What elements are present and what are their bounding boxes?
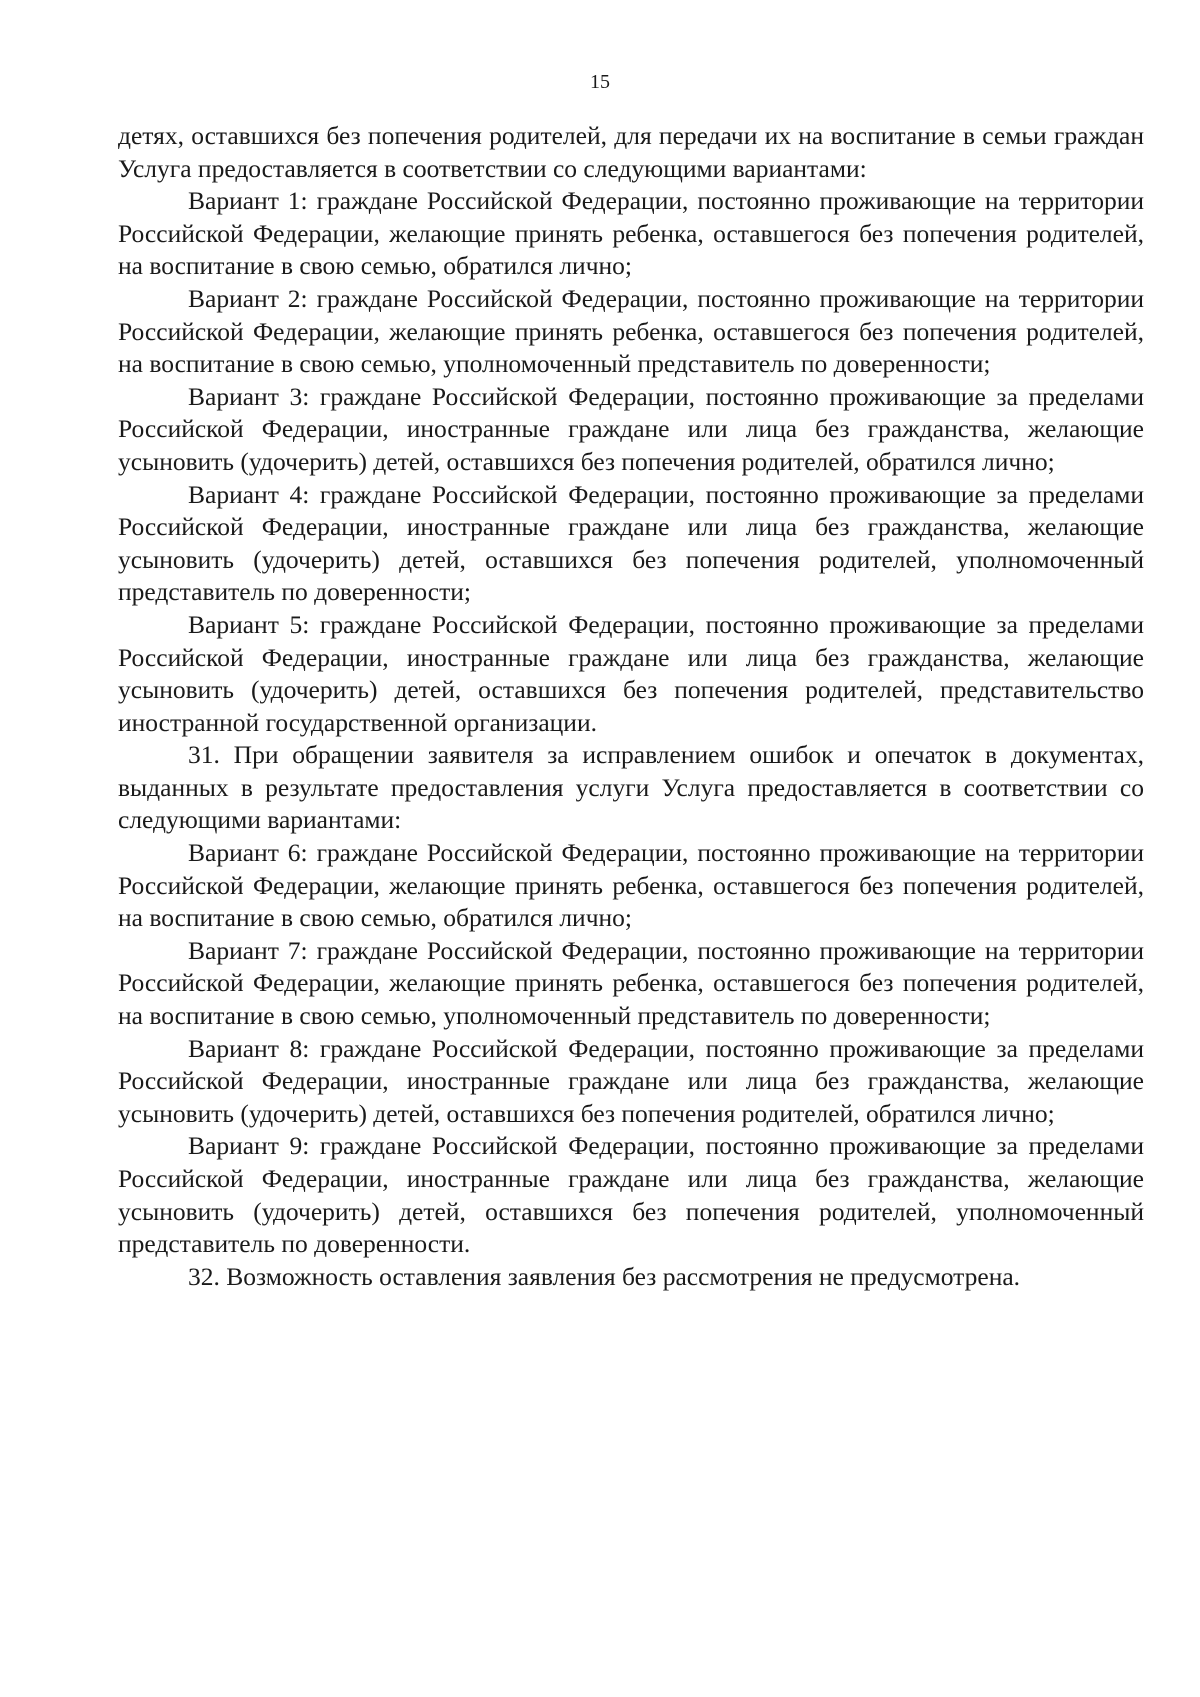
paragraph-variant-4: Вариант 4: граждане Российской Федерации, постоянно проживающие за пределами Российской Федерации, иностранные граждане или лица без гражданства, желающие усыновить (удочерить) детей, оставшихся без попечения родителей, уполномоченный представитель по доверенности; [118,479,1144,607]
paragraph-continuation: детях, оставшихся без попечения родителей, для передачи их на воспитание в семьи граждан Услуга предоставляется в соответствии со следующими вариантами: [118,121,1144,183]
paragraph-item-31: 31. При обращении заявителя за исправлением ошибок и опечаток в документах, выданных в результате предоставления услуги Услуга предоставляется в соответствии со следующими вариантами: [118,740,1144,835]
paragraph-variant-9: Вариант 9: граждане Российской Федерации, постоянно проживающие за пределами Российской Федерации, иностранные граждане или лица без гражданства, желающие усыновить (удочерить) детей, оставшихся без попечения родителей, уполномоченный представитель по доверенности. [118,1131,1144,1259]
paragraph-variant-8: Вариант 8: граждане Российской Федерации, постоянно проживающие за пределами Российской Федерации, иностранные граждане или лица без гражданства, желающие усыновить (удочерить) детей, оставшихся без попечения родителей, обратился лично; [118,1033,1144,1128]
paragraph-variant-2: Вариант 2: граждане Российской Федерации, постоянно проживающие на территории Российской Федерации, желающие принять ребенка, оставшегося без попечения родителей, на воспитание в свою семью, уполномоченный представитель по доверенности; [118,283,1144,379]
document-body [118,120,1144,1293]
paragraph-variant-6: Вариант 6: граждане Российской Федерации, постоянно проживающие на территории Российской Федерации, желающие принять ребенка, оставшегося без попечения родителей, на воспитание в свою семью, обратился лично; [118,838,1144,933]
paragraph-variant-3: Вариант 3: граждане Российской Федерации, постоянно проживающие за пределами Российской Федерации, иностранные граждане или лица без гражданства, желающие усыновить (удочерить) детей, оставшихся без попечения родителей, обратился лично; [118,381,1144,476]
paragraph-variant-7: Вариант 7: граждане Российской Федерации, постоянно проживающие на территории Российской Федерации, желающие принять ребенка, оставшегося без попечения родителей, на воспитание в свою семью, уполномоченный представитель по доверенности; [118,935,1144,1031]
paragraph-item-32: 32. Возможность оставления заявления без рассмотрения не предусмотрена. [188,1261,1021,1291]
page-number: 15 [590,71,610,93]
paragraph-variant-5: Вариант 5: граждане Российской Федерации, постоянно проживающие за пределами Российской Федерации, иностранные граждане или лица без гражданства, желающие усыновить (удочерить) детей, оставшихся без попечения родителей, представительство иностранной государственной организации. [118,609,1144,737]
paragraph-variant-1: Вариант 1: граждане Российской Федерации, постоянно проживающие на территории Российской Федерации, желающие принять ребенка, оставшегося без попечения родителей, на воспитание в свою семью, обратился лично; [118,186,1144,281]
